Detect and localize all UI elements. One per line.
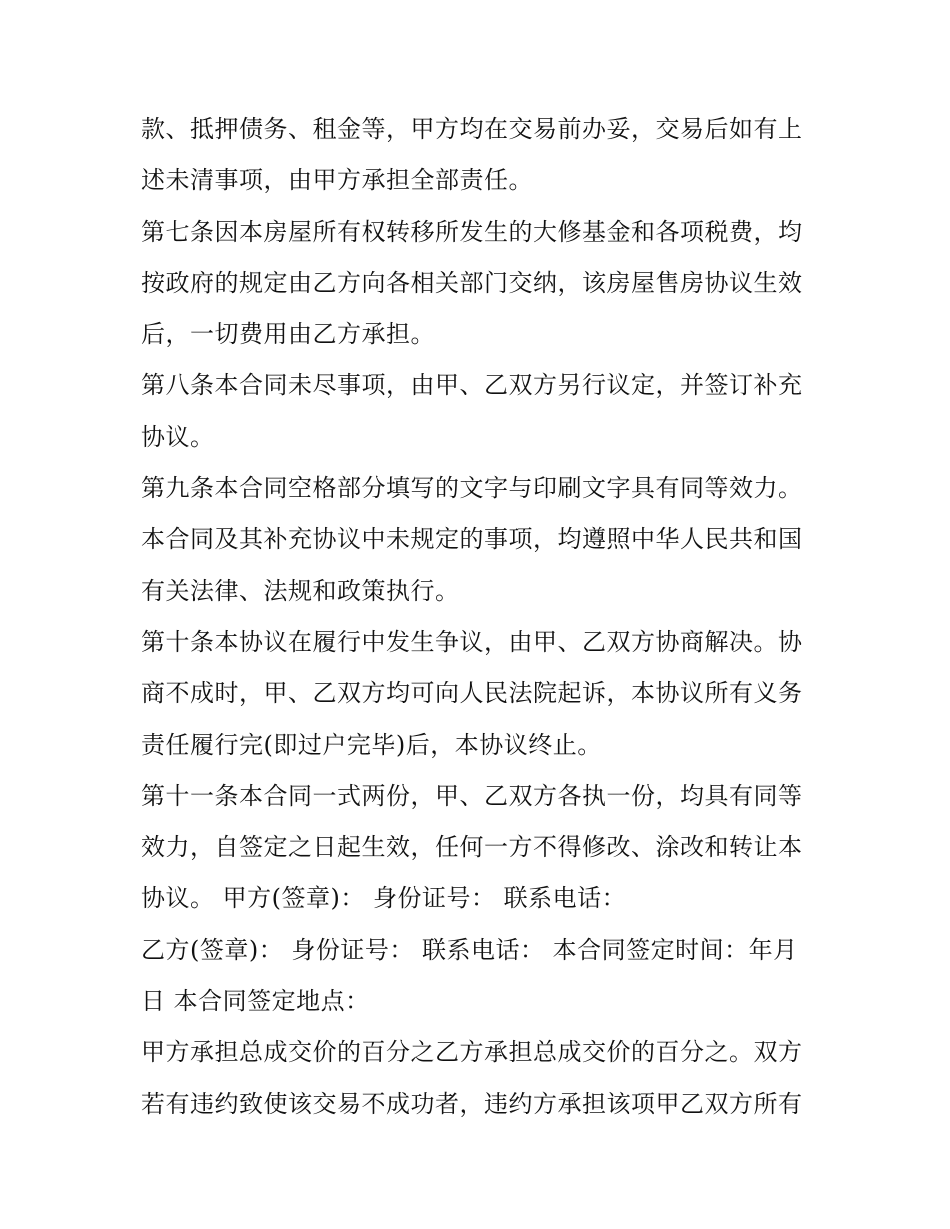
text-line: 若有违约致使该交易不成功者，违约方承担该项甲乙双方所有: [141, 1089, 803, 1118]
text-line: 乙方(签章)： 身份证号： 联系电话： 本合同签定时间：年月: [141, 935, 798, 964]
text-line: 日 本合同签定地点：: [141, 987, 370, 1016]
text-line: 款、抵押债务、租金等，甲方均在交易前办妥，交易后如有上: [141, 115, 803, 143]
text-line: 述未清事项，由甲方承担全部责任。: [141, 166, 533, 195]
text-line: 第十条本协议在履行中发生争议，由甲、乙双方协商解决。协: [141, 627, 803, 656]
text-line: 第七条因本房屋所有权转移所发生的大修基金和各项税费，均: [141, 217, 803, 246]
text-line: 协议。 甲方(签章)： 身份证号： 联系电话：: [141, 884, 627, 913]
text-line: 协议。: [141, 422, 215, 451]
text-line: 责任履行完(即过户完毕)后，本协议终止。: [141, 730, 602, 759]
text-line: 第八条本合同未尽事项，由甲、乙双方另行议定，并签订补充: [141, 371, 803, 400]
text-line: 效力，自签定之日起生效，任何一方不得修改、涂改和转让本: [141, 833, 803, 862]
contract-text-body: [141, 104, 821, 1130]
text-line: 按政府的规定由乙方向各相关部门交纳，该房屋售房协议生效: [141, 268, 803, 297]
text-line: 商不成时，甲、乙双方均可向人民法院起诉，本协议所有义务: [141, 679, 803, 708]
text-line: 有关法律、法规和政策执行。: [141, 576, 460, 605]
text-line: 本合同及其补充协议中未规定的事项，均遵照中华人民共和国: [141, 525, 803, 554]
text-line: 第九条本合同空格部分填写的文字与印刷文字具有同等效力。: [141, 474, 803, 503]
text-line: 第十一条本合同一式两份，甲、乙双方各执一份，均具有同等: [141, 781, 803, 810]
text-line: 甲方承担总成交价的百分之乙方承担总成交价的百分之。双方: [141, 1038, 803, 1067]
text-line: 后，一切费用由乙方承担。: [141, 320, 435, 349]
